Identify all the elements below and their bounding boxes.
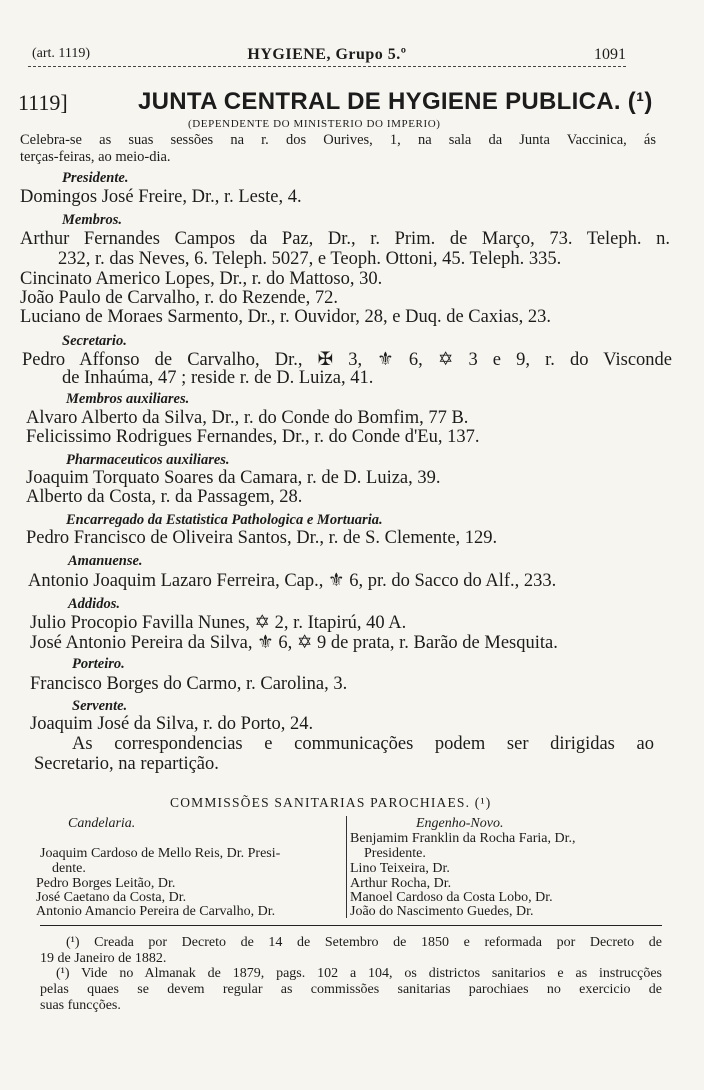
intro-line-1: Celebra-se as suas sessões na r. dos Ourives, 1, na sala da Junta Vaccinica, ás: [20, 132, 656, 148]
footnote-2: (¹) Vide no Almanak de 1879, pags. 102 a 104, os districtos sanitarios e as instrucções: [56, 966, 662, 981]
section-number: 1119]: [18, 90, 68, 115]
footnote-rule: [40, 925, 662, 926]
entry-line: Joaquim José da Silva, r. do Porto, 24.: [30, 714, 314, 734]
role-secretario: Secretario.: [62, 333, 127, 349]
intro-line-2: terças-feiras, ao meio-dia.: [20, 149, 171, 165]
list-item: João do Nascimento Guedes, Dr.: [350, 904, 534, 919]
column-heading-candelaria: Candelaria.: [68, 816, 136, 831]
entry-line: Francisco Borges do Carmo, r. Carolina, 3.: [30, 674, 348, 694]
footnote-2-cont: pelas quaes se devem regular as commissões sanitarias parochiaes no exercicio de: [40, 982, 662, 997]
entry-line: Secretario, na repartição.: [34, 754, 219, 774]
entry-line: Arthur Fernandes Campos da Paz, Dr., r. Prim. de Março, 73. Teleph. n.: [20, 229, 670, 249]
list-item: José Caetano da Costa, Dr.: [36, 890, 187, 905]
list-item: Lino Teixeira, Dr.: [350, 861, 450, 876]
footnote-1: (¹) Creada por Decreto de 14 de Setembro de 1850 e reformada por Decreto de: [66, 935, 662, 950]
footnote-2-end: suas funcções.: [40, 998, 121, 1013]
page-number: 1091: [594, 46, 626, 63]
role-presidente: Presidente.: [62, 170, 129, 186]
list-item: Presidente.: [364, 846, 426, 861]
entry-line: Luciano de Moraes Sarmento, Dr., r. Ouvidor, 28, e Duq. de Caxias, 23.: [20, 307, 552, 327]
entry-line: As correspondencias e communicações podem ser dirigidas ao: [72, 734, 654, 754]
entry-line: Alberto da Costa, r. da Passagem, 28.: [26, 487, 303, 507]
entry-line: Joaquim Torquato Soares da Camara, r. de D. Luiza, 39.: [26, 468, 441, 488]
list-item: Pedro Borges Leitão, Dr.: [36, 876, 176, 891]
entry-line: Felicissimo Rodrigues Fernandes, Dr., r. do Conde d'Eu, 137.: [26, 427, 480, 447]
list-item: Manoel Cardoso da Costa Lobo, Dr.: [350, 890, 553, 905]
entry-line: Antonio Joaquim Lazaro Ferreira, Cap., ⚜ 6, pr. do Sacco do Alf., 233.: [28, 571, 557, 591]
role-membros-auxiliares: Membros auxiliares.: [66, 391, 190, 407]
list-item: Arthur Rocha, Dr.: [350, 876, 452, 891]
entry-line: Julio Procopio Favilla Nunes, ✡ 2, r. Itapirú, 40 A.: [30, 613, 407, 633]
entry-line: Alvaro Alberto da Silva, Dr., r. do Conde do Bomfim, 77 B.: [26, 408, 469, 428]
role-pharmaceuticos: Pharmaceuticos auxiliares.: [66, 452, 230, 468]
entry-line: 232, r. das Neves, 6. Teleph. 5027, e Teoph. Ottoni, 45. Teleph. 335.: [58, 249, 562, 269]
role-membros: Membros.: [62, 212, 123, 228]
entry-line: de Inhaúma, 47 ; reside r. de D. Luiza, 41.: [62, 368, 374, 388]
section-subtitle: (DEPENDENTE DO MINISTERIO DO IMPERIO): [188, 118, 441, 130]
header-title: HYGIENE, Grupo 5.º: [247, 46, 407, 63]
column-divider: [346, 816, 347, 918]
entry-line: Pedro Francisco de Oliveira Santos, Dr., r. de S. Clemente, 129.: [26, 528, 498, 548]
role-servente: Servente.: [72, 698, 128, 714]
section-title: JUNTA CENTRAL DE HYGIENE PUBLICA. (¹): [138, 88, 653, 115]
role-addidos: Addidos.: [68, 596, 120, 612]
header-rule: [28, 66, 626, 67]
list-item: Joaquim Cardoso de Mello Reis, Dr. Presi-: [40, 846, 281, 861]
footnote-1-cont: 19 de Janeiro de 1882.: [40, 951, 167, 966]
role-porteiro: Porteiro.: [72, 656, 125, 672]
entry-line: José Antonio Pereira da Silva, ⚜ 6, ✡ 9 de prata, r. Barão de Mesquita.: [30, 633, 558, 653]
list-item: Benjamim Franklin da Rocha Faria, Dr.,: [350, 831, 576, 846]
entry-line: Cincinato Americo Lopes, Dr., r. do Mattoso, 30.: [20, 269, 383, 289]
entry-line: João Paulo de Carvalho, r. do Rezende, 72.: [20, 288, 339, 308]
commissoes-title: COMMISSÕES SANITARIAS PAROCHIAES. (¹): [170, 795, 492, 810]
column-heading-engenho-novo: Engenho-Novo.: [416, 816, 504, 831]
entry-line: Pedro Affonso de Carvalho, Dr., ✠ 3, ⚜ 6, ✡ 3 e 9, r. do Visconde: [22, 350, 672, 370]
list-item: Antonio Amancio Pereira de Carvalho, Dr.: [36, 904, 276, 919]
section-heading: [18, 88, 678, 118]
header-article-ref: (art. 1119): [32, 46, 91, 61]
running-header: [28, 46, 626, 66]
list-item: dente.: [52, 861, 86, 876]
entry-line: Domingos José Freire, Dr., r. Leste, 4.: [20, 187, 302, 207]
role-encarregado: Encarregado da Estatistica Pathologica e Mortuaria.: [66, 512, 383, 528]
role-amanuense: Amanuense.: [68, 553, 143, 569]
